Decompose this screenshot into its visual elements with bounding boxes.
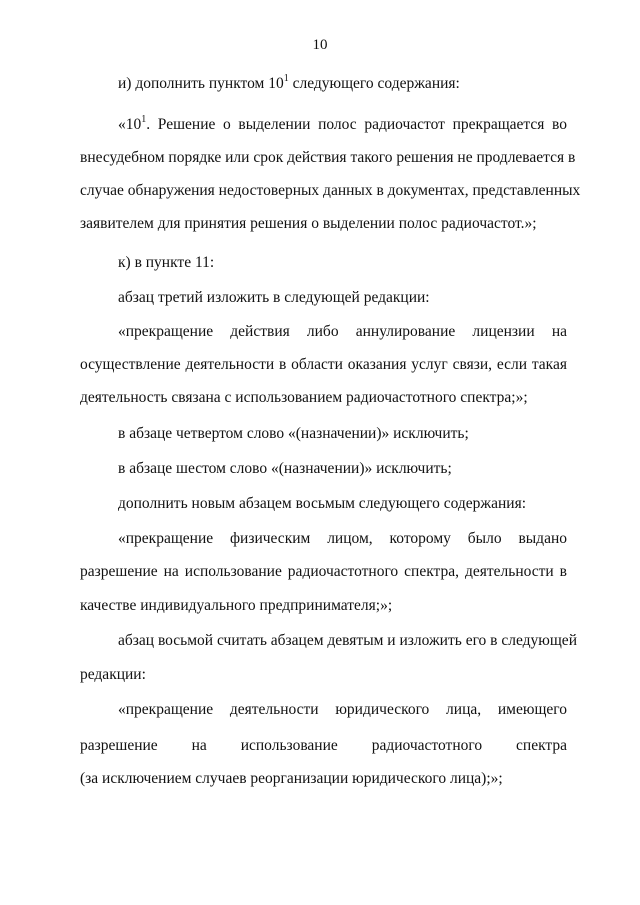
text-line: разрешение на использование радиочастотного спектра, деятельности в	[80, 563, 567, 580]
text-segment: и) дополнить пунктом 10	[118, 75, 284, 92]
text-line: «прекращение действия либо аннулирование лицензии на	[118, 323, 567, 340]
page-number: 10	[312, 37, 328, 53]
text-segment: . Решение о выделении полос радиочастот прекращается во	[146, 116, 567, 133]
text-line: «прекращение физическим лицом, которому было выдано	[118, 530, 567, 547]
text-line: в абзаце шестом слово «(назначении)» исключить;	[118, 460, 452, 477]
superscript: 1	[283, 72, 289, 84]
text-line: деятельность связана с использованием радиочастотного спектра;»;	[80, 389, 528, 406]
text-line: дополнить новым абзацем восьмым следующего содержания:	[118, 495, 527, 512]
superscript: 1	[141, 113, 147, 125]
text-line: заявителем для принятия решения о выделении полос радиочастот.»;	[80, 215, 537, 232]
text-line: «прекращение деятельности юридического лица, имеющего	[118, 701, 567, 718]
text-line: внесудебном порядке или срок действия такого решения не продлевается в	[80, 149, 576, 166]
text-line: абзац третий изложить в следующей редакции:	[118, 289, 430, 306]
text-segment: «10	[118, 116, 142, 133]
text-line: разрешение на использование радиочастотного спектра	[80, 737, 567, 754]
text-line: качестве индивидуального предпринимателя;»;	[80, 597, 393, 614]
text-line-item-k: к) в пункте 11:	[118, 254, 215, 271]
text-line: редакции:	[80, 666, 146, 683]
text-line: (за исключением случаев реорганизации юридического лица);»;	[80, 770, 503, 787]
text-line-item-i	[118, 74, 460, 94]
text-line: абзац восьмой считать абзацем девятым и изложить его в следующей	[118, 632, 577, 649]
text-line: случае обнаружения недостоверных данных в документах, представленных	[80, 182, 581, 199]
text-line: осуществление деятельности в области оказания услуг связи, если такая	[80, 356, 567, 373]
text-line	[118, 115, 567, 135]
text-line: в абзаце четвертом слово «(назначении)» исключить;	[118, 425, 469, 442]
text-segment: следующего содержания:	[288, 75, 460, 92]
